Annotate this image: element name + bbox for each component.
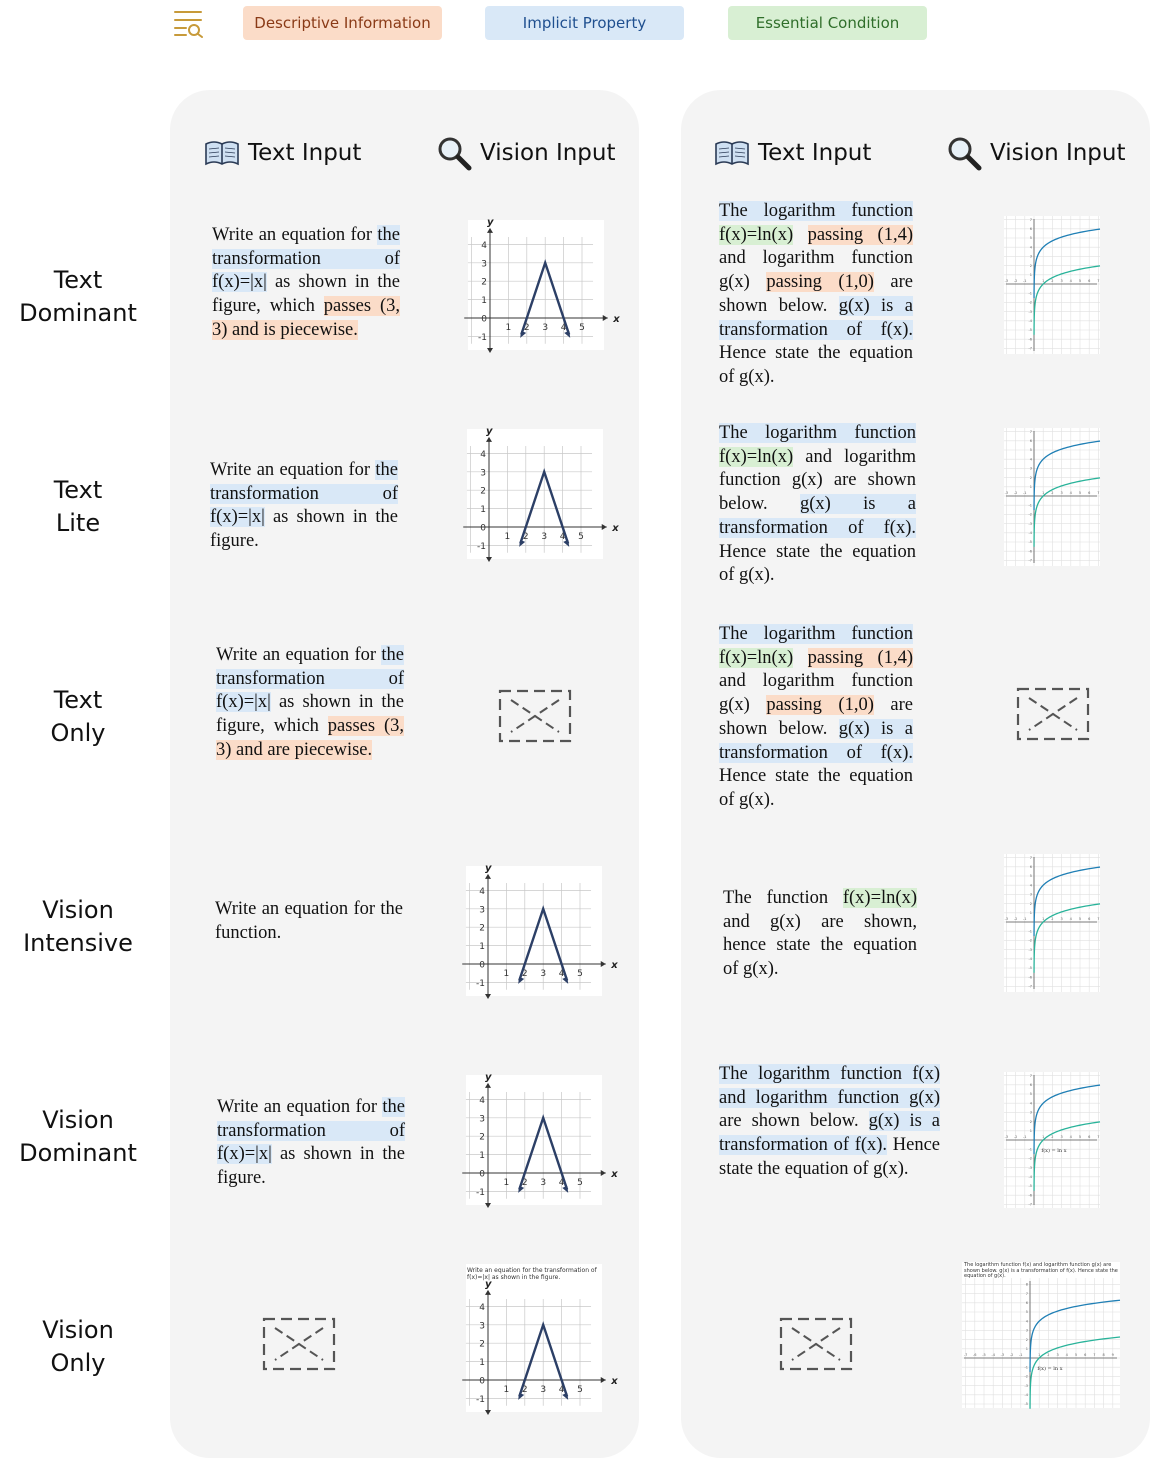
g-curve-label: y = g(x) bbox=[1078, 1089, 1097, 1095]
y-tick-label: 3 bbox=[1029, 1110, 1032, 1115]
x-tick-label: 1 bbox=[1042, 491, 1045, 495]
y-tick-label: -1 bbox=[477, 541, 486, 552]
y-tick-label: -2 bbox=[1024, 1374, 1028, 1379]
y-tick-label: -2 bbox=[1028, 512, 1032, 517]
magnifier-icon bbox=[946, 135, 982, 171]
log-graph-figure-with-definition bbox=[1004, 1072, 1100, 1208]
x-tick-label: -4 bbox=[991, 1353, 995, 1357]
x-tick-label: 4 bbox=[1069, 491, 1072, 495]
x-tick-label: -3 bbox=[1004, 917, 1009, 921]
y-tick-label: 4 bbox=[479, 1095, 485, 1106]
x-tick-label: -3 bbox=[1004, 279, 1009, 283]
y-tick-label: 2 bbox=[481, 277, 487, 288]
y-tick-label: 3 bbox=[1029, 254, 1032, 259]
y-tick-label: -1 bbox=[476, 1187, 485, 1198]
x-tick-label: 6 bbox=[1084, 1353, 1087, 1357]
y-tick-label: -3 bbox=[1028, 1165, 1032, 1170]
x-tick-label: 7 bbox=[1097, 491, 1100, 495]
f-curve bbox=[1034, 1122, 1100, 1191]
x-tick-label: -7 bbox=[963, 1353, 968, 1357]
f-curve bbox=[1030, 1337, 1120, 1409]
x-tick-label: 3 bbox=[540, 1178, 547, 1188]
x-tick-label: 4 bbox=[560, 323, 567, 333]
x-tick-label: 1 bbox=[1038, 1353, 1041, 1357]
y-tick-label: 3 bbox=[479, 1114, 485, 1125]
placeholder-chevron-right bbox=[535, 700, 559, 732]
x-tick-label: 3 bbox=[542, 323, 549, 333]
y-tick-label: 6 bbox=[1029, 1083, 1032, 1087]
row-label-text-dominant: Text Dominant bbox=[19, 266, 137, 327]
y-tick-label: -7 bbox=[1028, 558, 1032, 563]
y-tick-label: 2 bbox=[1029, 475, 1032, 480]
y-tick-label: -6 bbox=[1028, 975, 1032, 980]
row-label-text-lite: Text Lite bbox=[53, 476, 103, 537]
log-graph-figure bbox=[1004, 428, 1100, 566]
y-tick-label: -4 bbox=[1028, 531, 1032, 535]
y-tick-label: 4 bbox=[480, 449, 486, 460]
left-vision-dominant-text: Write an equation for the transformation of f(x)=|x| as shown in the figure. bbox=[217, 1097, 406, 1189]
y-tick-label: -4 bbox=[1028, 957, 1032, 961]
y-tick-label: 2 bbox=[479, 1339, 485, 1350]
g-curve bbox=[1034, 229, 1100, 298]
y-tick-label: 3 bbox=[479, 905, 485, 916]
y-axis-arrow bbox=[485, 1290, 491, 1295]
x-tick-label: 1 bbox=[1042, 917, 1045, 921]
y-tick-label: -4 bbox=[1024, 1393, 1028, 1397]
x-tick-label: 2 bbox=[1051, 491, 1054, 495]
row-label-vision-only: Vision Only bbox=[42, 1316, 114, 1377]
y-tick-label: -4 bbox=[1028, 319, 1032, 323]
y-tick-label: 5 bbox=[1025, 1310, 1028, 1315]
y-tick-label: 6 bbox=[1029, 439, 1032, 443]
x-tick-label: 9 bbox=[1111, 1353, 1114, 1357]
log-graph-figure bbox=[1004, 854, 1100, 992]
y-tick-label: -1 bbox=[476, 978, 485, 989]
y-tick-label: 2 bbox=[1029, 901, 1032, 906]
y-tick-label: -5 bbox=[1028, 966, 1032, 971]
y-tick-label: 7 bbox=[1029, 1073, 1032, 1078]
left-vision-intensive-text: Write an equation for the function. bbox=[215, 899, 403, 943]
y-tick-label: 2 bbox=[480, 486, 486, 497]
search-list-icon bbox=[172, 8, 204, 38]
missing-image-icon bbox=[497, 688, 573, 744]
f-curve bbox=[1034, 904, 1100, 973]
legend-implicit-property: Implicit Property bbox=[485, 6, 684, 40]
x-tick-label: -2 bbox=[1013, 1135, 1018, 1139]
x-tick-label: 5 bbox=[1078, 279, 1082, 283]
x-axis-label: x bbox=[613, 314, 620, 325]
text-input-label: Text Input bbox=[248, 140, 362, 166]
y-tick-label: 4 bbox=[479, 886, 485, 897]
open-book-icon bbox=[204, 139, 240, 167]
x-tick-label: -1 bbox=[1023, 917, 1027, 921]
y-tick-label: 6 bbox=[1025, 1301, 1028, 1305]
x-tick-label: 8 bbox=[1102, 1353, 1105, 1357]
y-tick-label: 3 bbox=[481, 259, 487, 270]
right-vision-dominant-text: The logarithm function f(x) and logarithm function g(x) are shown below. g(x) is a transformation of f(x). Hence state the equation of g(x). bbox=[719, 1064, 941, 1179]
log-graph-figure-with-definition bbox=[962, 1278, 1120, 1408]
x-axis-label: x bbox=[611, 1376, 618, 1387]
y-tick-label: -1 bbox=[1028, 1147, 1032, 1152]
y-tick-label: -7 bbox=[1028, 1202, 1032, 1207]
f-curve-label: y = f(x) bbox=[1073, 270, 1090, 276]
x-tick-label: 5 bbox=[1078, 917, 1082, 921]
x-tick-label: 4 bbox=[1069, 279, 1072, 283]
x-tick-label: -3 bbox=[1004, 491, 1009, 495]
right-text-only-text: The logarithm function f(x)=ln(x) passing (1,4) and logarithm function g(x) passing (1,0) are shown below. g(x) is a transformation of f(x). Hence state the equation of g(x). bbox=[719, 624, 914, 810]
x-tick-label: 6 bbox=[1088, 917, 1091, 921]
x-tick-label: 7 bbox=[1093, 1353, 1096, 1357]
y-tick-label: 5 bbox=[1029, 1092, 1032, 1097]
x-tick-label: -2 bbox=[1013, 917, 1018, 921]
y-tick-label: 1 bbox=[479, 1358, 485, 1369]
y-tick-label: 8 bbox=[1025, 1282, 1028, 1287]
y-tick-label: 2 bbox=[479, 1132, 485, 1143]
missing-image-icon bbox=[778, 1316, 854, 1372]
y-tick-label: 2 bbox=[1029, 1119, 1032, 1124]
y-axis-label: y bbox=[485, 863, 492, 875]
f-curve-label: y = f(x) bbox=[1073, 908, 1090, 914]
log-graph-with-caption bbox=[962, 1262, 1120, 1408]
abs-graph-figure bbox=[466, 1072, 618, 1205]
right-vision-intensive-text: The function f(x)=ln(x) and g(x) are shown, hence state the equation of g(x). bbox=[723, 888, 917, 980]
x-tick-label: 5 bbox=[1074, 1353, 1078, 1357]
abs-graph-figure bbox=[467, 426, 619, 559]
f-curve-label: y = f(x) bbox=[1073, 482, 1090, 488]
y-tick-label: 2 bbox=[1029, 263, 1032, 268]
y-tick-label: 2 bbox=[479, 923, 485, 934]
y-tick-label: -3 bbox=[1028, 947, 1032, 952]
y-tick-label: 4 bbox=[479, 1302, 485, 1313]
g-curve-label: y = g(x) bbox=[1078, 445, 1097, 451]
x-tick-label: 1 bbox=[504, 532, 511, 542]
x-tick-label: 2 bbox=[1051, 279, 1054, 283]
text-input-label: Text Input bbox=[758, 140, 872, 166]
y-tick-label: -1 bbox=[1028, 929, 1032, 934]
y-tick-label: 4 bbox=[1029, 457, 1032, 462]
y-tick-label: 1 bbox=[1025, 1347, 1028, 1351]
right-vision-input-header bbox=[946, 134, 1126, 172]
y-tick-label: 0 bbox=[479, 1169, 485, 1180]
x-tick-label: 3 bbox=[1056, 1353, 1059, 1357]
x-tick-label: -1 bbox=[1023, 1135, 1027, 1139]
f-definition-label: f(x) = ln x bbox=[1037, 1365, 1063, 1372]
x-tick-label: -5 bbox=[982, 1353, 986, 1357]
y-tick-label: -5 bbox=[1028, 540, 1032, 545]
y-tick-label: 0 bbox=[480, 523, 486, 534]
x-tick-label: 7 bbox=[1097, 917, 1100, 921]
placeholder-chevron-left bbox=[792, 1328, 816, 1360]
y-tick-label: 3 bbox=[479, 1321, 485, 1332]
figure-caption: The logarithm function f(x) and logarithm function g(x) are shown below. g(x) is a transformation of f(x). Hence state the equation of g(x). bbox=[964, 1262, 1118, 1279]
y-tick-label: -1 bbox=[1028, 291, 1032, 296]
x-tick-label: 7 bbox=[1097, 1135, 1100, 1139]
x-tick-label: 3 bbox=[1060, 491, 1063, 495]
y-tick-label: 1 bbox=[479, 942, 485, 953]
y-tick-label: 7 bbox=[1029, 217, 1032, 222]
y-axis-arrow bbox=[485, 874, 491, 879]
placeholder-chevron-right bbox=[1053, 698, 1077, 730]
y-tick-label: 0 bbox=[481, 314, 487, 325]
abs-graph-with-caption bbox=[466, 1264, 618, 1412]
x-tick-label: 5 bbox=[1078, 1135, 1082, 1139]
x-tick-label: 4 bbox=[1065, 1353, 1068, 1357]
figure-caption: Write an equation for the transformation of f(x)=|x| as shown in the figure. bbox=[467, 1267, 597, 1281]
y-tick-label: 3 bbox=[480, 468, 486, 479]
x-tick-label: 5 bbox=[578, 532, 584, 542]
y-tick-label: 4 bbox=[1025, 1319, 1028, 1324]
x-tick-label: 7 bbox=[1097, 279, 1100, 283]
x-tick-label: 2 bbox=[1047, 1353, 1050, 1357]
x-tick-label: 1 bbox=[503, 1178, 510, 1188]
y-tick-label: -1 bbox=[1028, 503, 1032, 508]
y-tick-label: -1 bbox=[478, 332, 487, 343]
y-tick-label: -2 bbox=[1028, 300, 1032, 305]
y-tick-label: -5 bbox=[1024, 1402, 1028, 1407]
y-tick-label: 6 bbox=[1029, 227, 1032, 231]
y-tick-label: -6 bbox=[1028, 337, 1032, 342]
x-tick-label: 3 bbox=[540, 1385, 547, 1395]
left-text-dominant-text: Write an equation for the transformation of f(x)=|x| as shown in the figure, which passes (3, 3) and is piecewise. bbox=[212, 225, 401, 340]
y-tick-label: 0 bbox=[479, 1376, 485, 1387]
x-tick-label: -1 bbox=[1019, 1353, 1023, 1357]
x-tick-label: 2 bbox=[521, 969, 528, 979]
y-tick-label: 6 bbox=[1029, 865, 1032, 869]
left-text-lite-text: Write an equation for the transformation of f(x)=|x| as shown in the figure. bbox=[210, 460, 399, 552]
y-axis-arrow bbox=[487, 228, 493, 233]
y-tick-label: 1 bbox=[1029, 1129, 1032, 1133]
y-axis-label: y bbox=[485, 1279, 492, 1291]
row-label-vision-dominant: Vision Dominant bbox=[19, 1106, 137, 1167]
y-tick-label: -6 bbox=[1028, 1193, 1032, 1198]
legend-essential-condition: Essential Condition bbox=[728, 6, 927, 40]
y-axis-label: y bbox=[485, 1072, 492, 1084]
placeholder-chevron-left bbox=[511, 700, 535, 732]
x-tick-label: -6 bbox=[973, 1353, 977, 1357]
x-tick-label: 4 bbox=[558, 1385, 565, 1395]
y-tick-label: -5 bbox=[1028, 1184, 1032, 1189]
placeholder-chevron-left bbox=[275, 1328, 299, 1360]
y-tick-label: 4 bbox=[1029, 1101, 1032, 1106]
right-text-dominant-text: The logarithm function f(x)=ln(x) passing (1,4) and logarithm function g(x) passing (1,0) are shown below. g(x) is a transformation of f(x). Hence state the equation of g(x). bbox=[719, 201, 914, 387]
x-tick-label: -3 bbox=[1000, 1353, 1005, 1357]
x-axis-label: x bbox=[612, 523, 619, 534]
x-tick-label: 5 bbox=[1078, 491, 1082, 495]
log-graph-figure bbox=[1004, 216, 1100, 354]
y-tick-label: -7 bbox=[1028, 346, 1032, 351]
left-vision-input-header bbox=[436, 134, 616, 172]
y-tick-label: -7 bbox=[1028, 984, 1032, 989]
g-curve bbox=[1034, 441, 1100, 510]
y-tick-label: 7 bbox=[1029, 855, 1032, 860]
f-curve-label: y = f(x) bbox=[1073, 1126, 1090, 1132]
x-tick-label: 2 bbox=[521, 1385, 528, 1395]
missing-image-icon bbox=[261, 1316, 337, 1372]
g-curve-label: y = g(x) bbox=[1078, 233, 1097, 239]
y-tick-label: 4 bbox=[1029, 245, 1032, 250]
x-tick-label: 2 bbox=[522, 532, 529, 542]
row-label-vision-intensive: Vision Intensive bbox=[23, 896, 133, 957]
x-tick-label: -1 bbox=[1023, 279, 1027, 283]
y-tick-label: 3 bbox=[1025, 1328, 1028, 1333]
x-tick-label: 3 bbox=[541, 532, 548, 542]
y-axis-label: y bbox=[487, 217, 494, 229]
x-tick-label: 1 bbox=[505, 323, 512, 333]
x-tick-label: 2 bbox=[1051, 917, 1054, 921]
right-text-lite-text: The logarithm function f(x)=ln(x) and logarithm function g(x) are shown below. g(x) is a transformation of f(x). Hence state the equation of g(x). bbox=[719, 423, 916, 586]
y-tick-label: 4 bbox=[481, 240, 487, 251]
y-tick-label: 7 bbox=[1029, 429, 1032, 434]
y-axis-label: y bbox=[486, 426, 493, 438]
right-text-input-header bbox=[714, 134, 871, 172]
x-tick-label: -2 bbox=[1013, 491, 1018, 495]
x-tick-label: -3 bbox=[1004, 1135, 1009, 1139]
x-tick-label: 6 bbox=[1088, 1135, 1091, 1139]
y-tick-label: -4 bbox=[1028, 1175, 1032, 1179]
y-tick-label: 4 bbox=[1029, 883, 1032, 888]
magnifier-icon bbox=[436, 135, 472, 171]
placeholder-chevron-right bbox=[299, 1328, 323, 1360]
y-tick-label: 1 bbox=[1029, 911, 1032, 915]
f-curve-label: y = f(x) bbox=[1093, 1342, 1110, 1348]
x-tick-label: 4 bbox=[558, 1178, 565, 1188]
x-axis-label: x bbox=[611, 960, 618, 971]
y-tick-label: -3 bbox=[1028, 309, 1032, 314]
x-tick-label: 4 bbox=[1069, 1135, 1072, 1139]
left-text-only-text: Write an equation for the transformation of f(x)=|x| as shown in the figure, which passes (3, 3) and are piecewise. bbox=[216, 645, 405, 760]
x-tick-label: -1 bbox=[1023, 491, 1027, 495]
f-definition-label: f(x) = ln x bbox=[1041, 1147, 1067, 1154]
y-tick-label: -3 bbox=[1028, 521, 1032, 526]
y-tick-label: -3 bbox=[1024, 1383, 1028, 1388]
f-curve bbox=[1034, 266, 1100, 335]
y-tick-label: -5 bbox=[1028, 328, 1032, 333]
y-tick-label: 1 bbox=[1029, 485, 1032, 489]
x-tick-label: 1 bbox=[1042, 1135, 1045, 1139]
x-tick-label: -2 bbox=[1009, 1353, 1014, 1357]
left-text-input-header bbox=[204, 134, 361, 172]
x-tick-label: 1 bbox=[503, 1385, 510, 1395]
x-tick-label: 3 bbox=[1060, 917, 1063, 921]
x-tick-label: 2 bbox=[521, 1178, 528, 1188]
y-tick-label: 0 bbox=[479, 960, 485, 971]
g-curve bbox=[1030, 1300, 1120, 1372]
y-tick-label: 3 bbox=[1029, 892, 1032, 897]
y-tick-label: 1 bbox=[481, 296, 487, 307]
x-tick-label: 4 bbox=[559, 532, 566, 542]
y-tick-label: 3 bbox=[1029, 466, 1032, 471]
g-curve bbox=[1034, 867, 1100, 936]
x-tick-label: 2 bbox=[1051, 1135, 1054, 1139]
y-tick-label: 7 bbox=[1025, 1291, 1028, 1296]
x-tick-label: 6 bbox=[1088, 491, 1091, 495]
y-tick-label: -6 bbox=[1028, 549, 1032, 554]
placeholder-chevron-right bbox=[816, 1328, 840, 1360]
x-tick-label: 5 bbox=[577, 1385, 583, 1395]
y-tick-label: -1 bbox=[476, 1394, 485, 1405]
missing-image-icon bbox=[1015, 686, 1091, 742]
x-tick-label: 4 bbox=[1069, 917, 1072, 921]
y-tick-label: 5 bbox=[1029, 874, 1032, 879]
legend-descriptive-information: Descriptive Information bbox=[243, 6, 442, 40]
g-curve-label: y = g(x) bbox=[1098, 1304, 1117, 1310]
vision-input-label: Vision Input bbox=[480, 140, 616, 166]
g-curve bbox=[1034, 1085, 1100, 1154]
x-tick-label: 5 bbox=[577, 969, 583, 979]
y-tick-label: -2 bbox=[1028, 1156, 1032, 1161]
y-tick-label: 1 bbox=[1029, 273, 1032, 277]
y-tick-label: 2 bbox=[1025, 1337, 1028, 1342]
open-book-icon bbox=[714, 139, 750, 167]
x-tick-label: 6 bbox=[1088, 279, 1091, 283]
abs-graph-figure bbox=[466, 863, 618, 996]
x-axis-label: x bbox=[611, 1169, 618, 1180]
y-tick-label: 5 bbox=[1029, 448, 1032, 453]
y-axis-arrow bbox=[486, 437, 492, 442]
y-tick-label: 5 bbox=[1029, 236, 1032, 241]
g-curve-label: y = g(x) bbox=[1078, 871, 1097, 877]
x-tick-label: 3 bbox=[1060, 279, 1063, 283]
placeholder-chevron-left bbox=[1029, 698, 1053, 730]
y-tick-label: 1 bbox=[479, 1151, 485, 1162]
x-tick-label: 3 bbox=[1060, 1135, 1063, 1139]
x-tick-label: 1 bbox=[503, 969, 510, 979]
x-tick-label: 3 bbox=[540, 969, 547, 979]
x-tick-label: 2 bbox=[523, 323, 530, 333]
x-tick-label: 4 bbox=[558, 969, 565, 979]
y-tick-label: -1 bbox=[1024, 1365, 1028, 1370]
y-axis-arrow bbox=[485, 1083, 491, 1088]
row-label-text-only: Text Only bbox=[50, 686, 106, 747]
x-tick-label: 5 bbox=[579, 323, 585, 333]
f-curve bbox=[1034, 478, 1100, 547]
x-tick-label: 5 bbox=[577, 1178, 583, 1188]
abs-graph-figure bbox=[466, 1279, 618, 1412]
x-tick-label: -2 bbox=[1013, 279, 1018, 283]
x-tick-label: 1 bbox=[1042, 279, 1045, 283]
y-tick-label: -2 bbox=[1028, 938, 1032, 943]
abs-graph-figure bbox=[468, 217, 620, 350]
y-tick-label: 1 bbox=[480, 505, 486, 516]
vision-input-label: Vision Input bbox=[990, 140, 1126, 166]
